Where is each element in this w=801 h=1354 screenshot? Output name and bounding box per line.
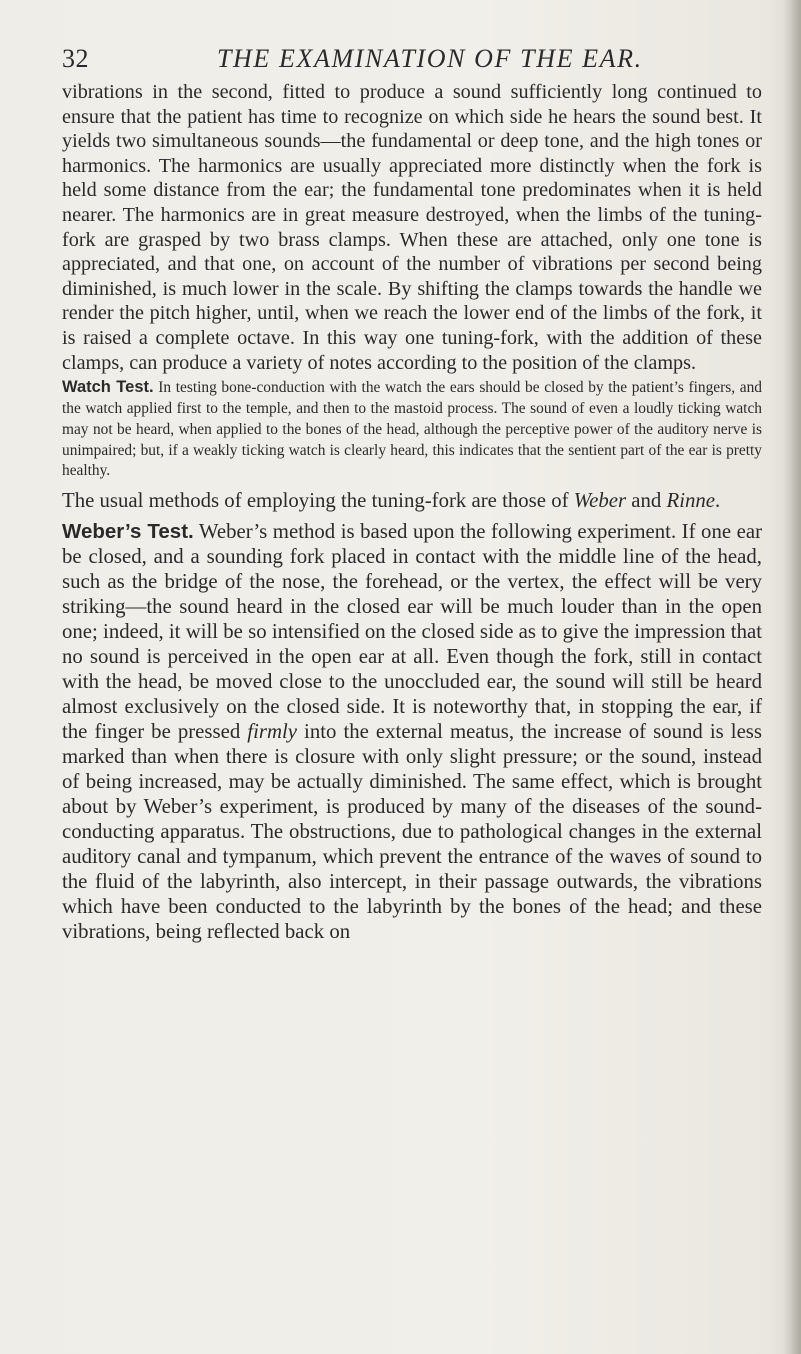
running-title: THE EXAMINATION OF THE EAR.: [217, 44, 643, 73]
page-edge-shadow: [783, 0, 801, 1354]
paragraph-webers-test: [62, 519, 762, 944]
usual-methods-text: The usual methods of employing the tuning-fork are those of: [62, 489, 574, 513]
watch-test-heading: Watch Test.: [62, 378, 154, 397]
paragraph-usual-methods: [62, 488, 762, 513]
weber-name: Weber: [573, 489, 627, 513]
webers-test-text-1: Weber’s method is based upon the following experiment. If one ear be closed, and a sounding fork placed in contact with the middle line of the head, such as the bridge of the nose, the forehead, or the vertex, the effect will be very striking—the sound heard in the closed ear will be much louder than in the open one; indeed, it will be so intensified on the closed side as to give the impression that no sound is perceived in the open ear at all. Even though the fork, still in contact with the head, be moved close to the unoccluded ear, the sound will still be heard almost exclusively on the closed side. It is noteworthy that, in stopping the ear, if the finger be pressed: [62, 520, 762, 744]
usual-methods-end: .: [715, 489, 721, 513]
usual-methods-and: and: [626, 489, 667, 513]
webers-test-text-2: into the external meatus, the increase of sound is less marked than when there is closure with only slight pressure; or the sound, instead of being increased, may be actually diminished. The same effect, which is brought about by Weber’s experiment, is produced by many of the diseases of the sound-conducting apparatus. The obstructions, due to pathological changes in the external auditory canal and tympanum, which prevent the entrance of the waves of sound to the fluid of the labyrinth, also intercept, in their passage outwards, the vibrations which have been conducted to the labyrinth by the bones of the head; and these vibrations, being reflected back on: [62, 720, 762, 944]
page-header: [62, 44, 762, 84]
rinne-name: Rinne: [666, 489, 716, 513]
webers-test-heading: Weber’s Test.: [62, 520, 194, 544]
paragraph-watch-test: [62, 377, 762, 482]
page-number: 32: [62, 44, 89, 73]
firmly-emphasis: firmly: [247, 720, 297, 744]
watch-test-text: In testing bone-conduction with the watch the ears should be closed by the patient’s fingers, and the watch applied first to the temple, and then to the mastoid process. The sound of even a loudly ticking watch may not be heard, when applied to the bones of the head, although the perceptive power of the auditory nerve is unimpaired; but, if a weakly ticking watch is clearly heard, this indicates that the sentient part of the ear is pretty healthy.: [62, 379, 762, 480]
paragraph-tuning-fork: vibrations in the second, fitted to produce a sound sufficiently long continued to ensure that the patient has time to recognize on which side he hears the sound best. It yields two simultaneous sounds—the fundamental or deep tone, and the high tones or harmonics. The harmonics are usually appreciated more distinctly when the fork is held some distance from the ear; the fundamental tone predominates when it is held nearer. The harmonics are in great measure destroyed, when the limbs of the tuning-fork are grasped by two brass clamps. When these are attached, only one tone is appreciated, and that one, on account of the number of vibrations per second being diminished, is much lower in the scale. By shifting the clamps towards the handle we render the pitch higher, until, when we reach the lower end of the limbs of the fork, it is raised a complete octave. In this way one tuning-fork, with the addition of these clamps, can produce a variety of notes according to the position of the clamps.: [62, 81, 762, 374]
body-text: [62, 80, 762, 944]
